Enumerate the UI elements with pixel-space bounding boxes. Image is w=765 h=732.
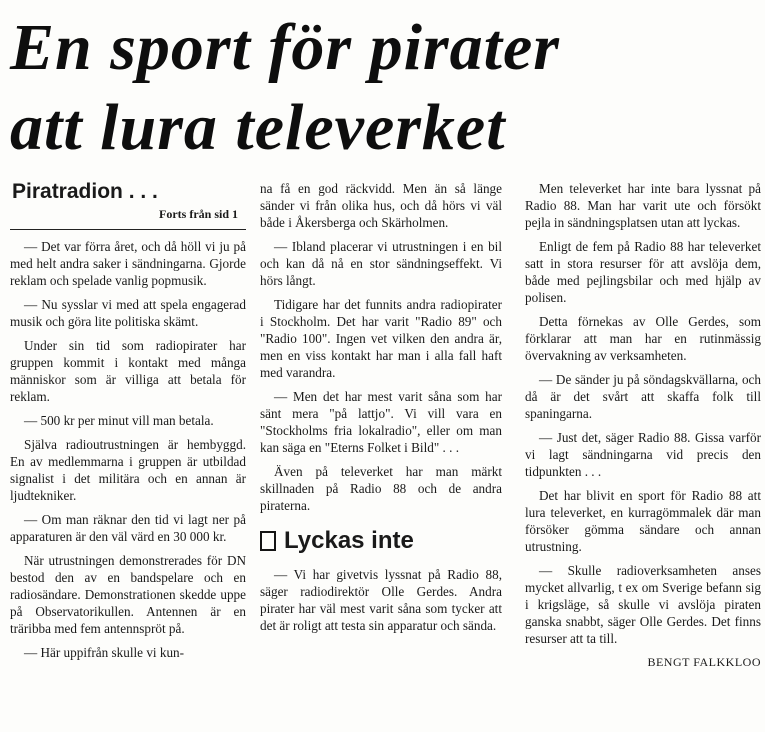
paragraph: — Just det, säger Radio 88. Gissa varför vi lagt sändningarna vid precis den tidpunkten . . .: [525, 430, 761, 479]
paragraph: Det har blivit en sport för Radio 88 att lura televerket, en kurragömmalek där man försöker gömma sändare och annan utrustning.: [525, 488, 761, 554]
square-box-icon: [260, 531, 276, 551]
paragraph: — 500 kr per minut vill man betala.: [24, 413, 214, 428]
paragraph: Tidigare har det funnits andra radiopirater i Stockholm. Det har varit "Radio 89" och "Radio 100". Ingen vet vilken den andra är, men en viss kontakt har man i alla fall haft med varandra.: [260, 297, 502, 380]
paragraph: — Nu sysslar vi med att spela engagerad musik och göra lite politiska skämt.: [10, 297, 246, 329]
subheading-text: Lyckas inte: [284, 527, 414, 554]
paragraph: — De sänder ju på söndagskvällarna, och då är det svårt att skaffa folk till spaningarna.: [525, 372, 761, 421]
paragraph: Men televerket har inte bara lyssnat på Radio 88. Man har varit ute och försökt pejla in sändningsplatsen utan att lyckas.: [525, 181, 761, 230]
kicker: Piratradion . . .: [12, 180, 158, 203]
headline-line-1: En sport för pirater: [10, 11, 560, 84]
headline: [10, 8, 755, 168]
paragraph: Under sin tid som radiopirater har gruppen kommit i kontakt med många människor som är villiga att betala för reklam.: [10, 338, 246, 404]
paragraph: — Vi har givetvis lyssnat på Radio 88, säger radiodirektör Olle Gerdes. Andra pirater har väl mest varit såna som tycker att det är roligt att testa sin apparatur och sända.: [260, 567, 502, 633]
paragraph: — Det var förra året, och då höll vi ju på med helt andra saker i sändningarna. Gjorde reklam och spelade vanlig popmusik.: [10, 239, 246, 288]
article-column-3: [525, 180, 761, 671]
article-column-2: [260, 180, 502, 641]
paragraph: — Här uppifrån skulle vi kun-: [24, 645, 185, 660]
paragraph: Själva radioutrustningen är hembyggd. En av medlemmarna i gruppen är utbildad signalist i det militära och en annan är ljudtekniker.: [10, 437, 246, 503]
paragraph: Detta förnekas av Olle Gerdes, som förklarar att man har en rutinmässig övervakning av verksamheten.: [525, 314, 761, 363]
paragraph: När utrustningen demonstrerades för DN bestod den av en bandspelare och en radiosändare. Demonstrationen skedde uppe på Observatorikullen. Antennen är en träribba med fem antennspröt på.: [10, 553, 246, 636]
subheading: [260, 526, 502, 556]
kicker-rule: [10, 229, 246, 230]
byline: BENGT FALKKLOO: [647, 655, 761, 669]
paragraph: — Skulle radioverksamheten anses mycket allvarlig, t ex om Sverige befann sig i krigsläge, så skulle vi avslöja piraten ganska snabbt, säger Olle Gerdes. Det finns resurser att ta till.: [525, 563, 761, 646]
paragraph: Enligt de fem på Radio 88 har televerket satt in stora resurser för att avslöja dem, både med pejlingsbilar och med hjälp av polisen.: [525, 239, 761, 305]
paragraph: na få en god räckvidd. Men än så länge sänder vi från olika hus, och då hörs vi väl både i Åkersberga och Skärholmen.: [260, 181, 502, 230]
headline-line-2: att lura televerket: [10, 91, 506, 164]
article-column-1: [10, 180, 246, 668]
paragraph: Även på televerket har man märkt skillnaden på Radio 88 och de andra piraterna.: [260, 464, 502, 513]
paragraph: — Ibland placerar vi utrustningen i en bil och kan då nå en stor sändningseffekt. Vi hörs långt.: [260, 239, 502, 288]
continued-from-note: Forts från sid 1: [159, 207, 238, 221]
paragraph: — Om man räknar den tid vi lagt ner på apparaturen är den väl värd en 30 000 kr.: [10, 512, 246, 544]
paragraph: — Men det har mest varit såna som har sänt mera "på lattjo". Vi vill vara en "Stockholms fria lokalradio", eller om man kan säga en "Eterns Folket i Bild" . . .: [260, 389, 502, 455]
